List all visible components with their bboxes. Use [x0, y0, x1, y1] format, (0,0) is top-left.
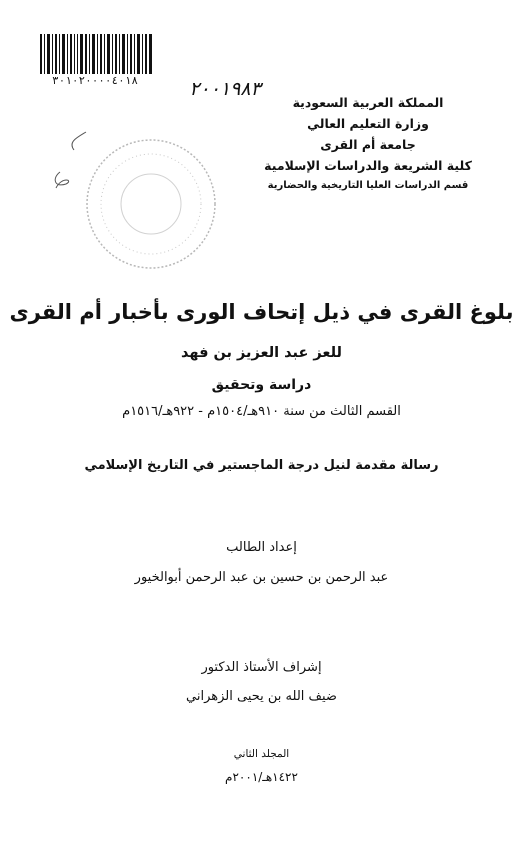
margin-mark [46, 128, 96, 194]
institution-university: جامعة أم القرى [320, 137, 416, 152]
student-name: عبد الرحمن بن حسين بن عبد الرحمن أبوالخيور [134, 570, 389, 585]
institution-college: كلية الشريعة والدراسات الإسلامية [264, 158, 472, 173]
institution-department: قسم الدراسات العليا التاريخية والحضارية [267, 180, 469, 191]
accession-number: ٢٠٠١٩٨٣ [189, 78, 261, 100]
seal-stamp [84, 137, 218, 271]
thesis-note: رسالة مقدمة لنيل درجة الماجستير في التاريخ الإسلامي [84, 458, 439, 473]
institution-header [233, 92, 503, 195]
supervisor-name: ضيف الله بن يحيى الزهراني [186, 689, 337, 704]
book-title: بلوغ القرى في ذيل إتحاف الورى بأخبار أم القرى [9, 300, 514, 324]
barcode-image [40, 34, 152, 74]
volume-date: ١٤٢٢هـ/٢٠٠١م [225, 770, 298, 784]
institution-ministry: وزارة التعليم العالي [307, 116, 429, 131]
supervision-label: إشراف الأستاذ الدكتور [201, 660, 322, 675]
prepared-by-label: إعداد الطالب [226, 540, 297, 555]
book-author: للعز عبد العزيز بن فهد [181, 345, 342, 361]
barcode-number: ٣٠١٠٢٠٠٠٠٤٠١٨ [51, 74, 139, 87]
institution-country: المملكة العربية السعودية [292, 95, 444, 110]
study-label: دراسة وتحقيق [211, 377, 312, 393]
section-range: القسم الثالث من سنة ٩١٠هـ/١٥٠٤م - ٩٢٢هـ/١٥١٦م [122, 404, 401, 419]
volume-label: المجلد الثاني [233, 748, 290, 760]
